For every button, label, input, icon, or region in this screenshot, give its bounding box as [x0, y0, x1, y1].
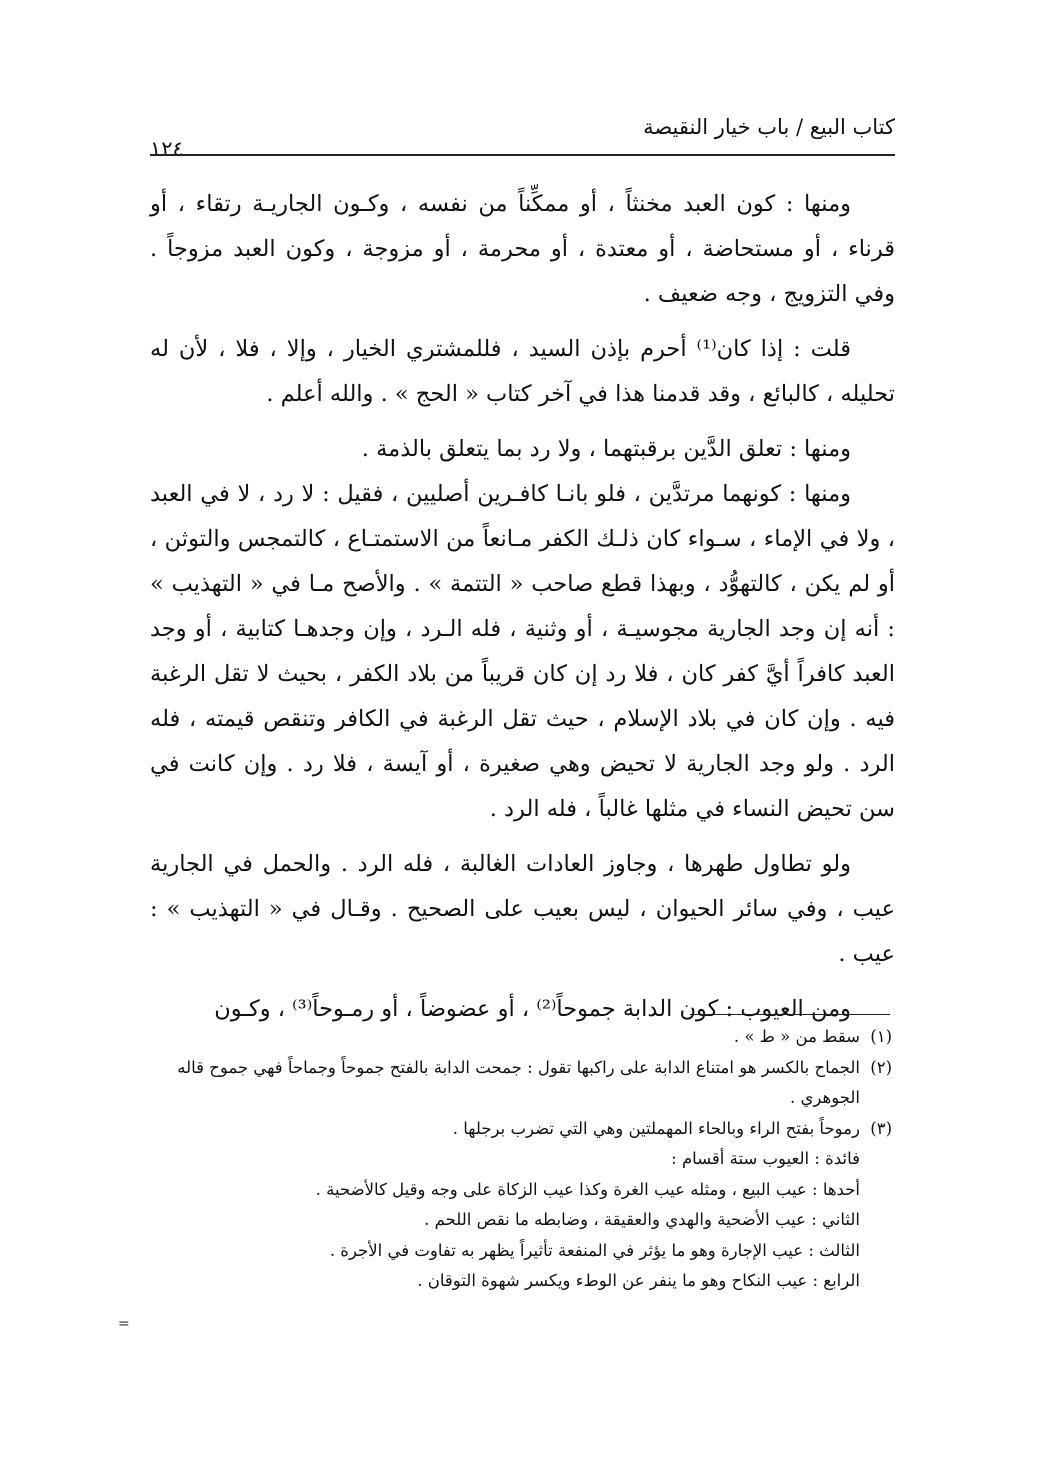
paragraph: ومنها : كون العبد مخنثاً ، أو ممكِّناً من نفسه ، وكـون الجاريـة رتقاء ، أو قرناء ، أو مستحاضة ، أو معتدة ، أو محرمة ، أو مزوجة ، وكون العبد مزوجاً . وفي التزويج ، وجه ضعيف .: [150, 191, 895, 307]
paragraph: قلت : إذا كان⁽¹⁾ أحرم بإذن السيد ، فللمشتري الخيار ، وإلا ، فلا ، لأن له تحليله ، كالبائع ، وقد قدمنا هذا في آخر كتاب « الحج » . والله أعلم .: [150, 336, 895, 407]
footnote-line: الثاني : عيب الأضحية والهدي والعقيقة ، وضابطه ما نقص اللحم .: [424, 1210, 860, 1229]
running-title: كتاب البيع / باب خيار النقيصة: [643, 115, 895, 139]
footnote-text: سقط من « ط » .: [733, 1027, 860, 1046]
footnote-3: [150, 1114, 892, 1145]
footnote-number: (٣): [870, 1118, 892, 1138]
main-text: [150, 182, 895, 1042]
footnote-text: رموحاً بفتح الراء وبالحاء المهملتين وهي التي تضرب برجلها .: [452, 1118, 860, 1138]
paragraph: ومن العيوب : كون الدابة جموحاً⁽²⁾ ، أو عضوضاً ، أو رمـوحاً⁽³⁾ ، وكـون: [214, 996, 851, 1022]
footnote-line: الرابع : عيب النكاح وهو ما ينفر عن الوطء ويكسر شهوة التوقان .: [417, 1271, 860, 1290]
header-rule: [150, 154, 895, 156]
footnote-text: الجماح بالكسر هو امتناع الدابة على راكبها تقول : جمحت الدابة بالفتح جموحاً وجماحاً فهي جموح قاله الجوهري .: [177, 1057, 860, 1107]
footnote-line: فائدة : العيوب ستة أقسام :: [671, 1149, 860, 1168]
footnote-separator: [690, 1014, 890, 1015]
margin-mark: =: [118, 1316, 130, 1332]
paragraph: ومنها : تعلق الدَّين برقبتهما ، ولا رد بما يتعلق بالذمة .: [361, 436, 851, 462]
page-header: [150, 110, 895, 161]
paragraph: ومنها : كونهما مرتدَّين ، فلو بانـا كافـرين أصليين ، فقيل : لا رد ، لا في العبد ، ولا في الإماء ، سـواء كان ذلـك الكفر مـانعاً من الاستمتـاع ، كالتمجس والتوثن ، أو لم يكن ، كالتهوُّد ، وبهذا قطع صاحب « التتمة » . والأصح مـا في « التهذيب » : أنه إن وجد الجارية مجوسيـة ، أو وثنية ، فله الـرد ، وإن وجدهـا كتابية ، أو وجد العبد كافراً أيَّ كفر كان ، فلا رد إن كان قريباً من بلاد الكفر ، بحيث لا تقل الرغبة فيه . وإن كان في بلاد الإسلام ، حيث تقل الرغبة في الكافر وتنقص قيمته ، فله الرد . ولو وجد الجارية لا تحيض وهي صغيرة ، أو آيسة ، فلا رد . وإن كانت في سن تحيض النساء في مثلها غالباً ، فله الرد .: [150, 481, 895, 822]
footnote-number: (٢): [870, 1057, 892, 1077]
page-number: ١٢٤: [150, 137, 184, 161]
footnote-line: الثالث : عيب الإجارة وهو ما يؤثر في المنفعة تأثيراً يظهر به تفاوت في الأجرة .: [329, 1240, 860, 1260]
footnotes: [150, 1022, 892, 1297]
footnote-1: [150, 1022, 892, 1053]
footnote-2: [150, 1053, 892, 1114]
footnote-line: أحدها : عيب البيع ، ومثله عيب الغرة وكذا عيب الزكاة على وجه وقيل كالأضحية .: [315, 1179, 860, 1199]
footnote-number: (١): [870, 1027, 892, 1046]
paragraph: ولو تطاول طهرها ، وجاوز العادات الغالبة ، فله الرد . والحمل في الجارية عيب ، وفي سائر الحيوان ، ليس بعيب على الصحيح . وقـال في « التهذيب » : عيب .: [150, 851, 895, 967]
